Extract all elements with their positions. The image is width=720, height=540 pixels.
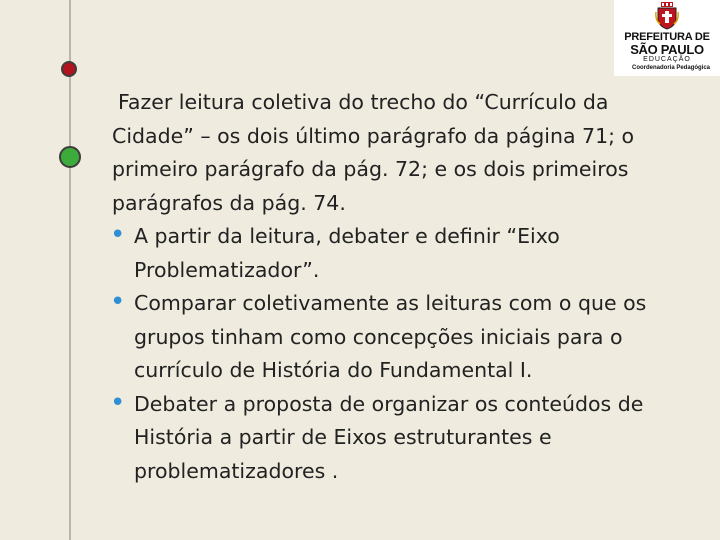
bullet-text: Comparar coletivamente as leituras com o que os grupos tinham como concepções iniciais para o currículo de História do Fundamental I. — [134, 291, 647, 382]
logo-text-coordenadoria: Coordenadoria Pedagógica — [631, 65, 710, 71]
logo-text-sao-paulo: SÃO PAULO — [630, 42, 704, 57]
bullet-icon: • — [110, 220, 126, 250]
green-dot-marker — [59, 146, 81, 168]
intro-paragraph: Fazer leitura coletiva do trecho do “Currículo da Cidade” – os dois último parágrafo da página 71; o primeiro parágrafo da pág. 72; e os dois primeiros parágrafos da pág. 74. — [112, 90, 635, 215]
logo-text-educacao: EDUCAÇÃO — [643, 56, 691, 63]
bullet-text: Debater a proposta de organizar os conteúdos de História a partir de Eixos estruturantes e problematizadores . — [134, 391, 644, 483]
slide-body — [112, 86, 682, 488]
bullet-item — [112, 287, 682, 388]
timeline-line — [69, 0, 71, 540]
bullet-icon: • — [110, 387, 126, 418]
logo-text-prefeitura: PREFEITURA DE — [624, 31, 710, 43]
bullet-icon: • — [110, 287, 126, 317]
red-dot-marker — [61, 61, 77, 77]
bullet-item — [112, 388, 682, 489]
prefeitura-logo — [614, 0, 720, 76]
bullet-item — [112, 220, 682, 287]
coat-of-arms-icon — [655, 2, 679, 30]
bullet-text: A partir da leitura, debater e definir “Eixo Problematizador”. — [134, 224, 560, 282]
